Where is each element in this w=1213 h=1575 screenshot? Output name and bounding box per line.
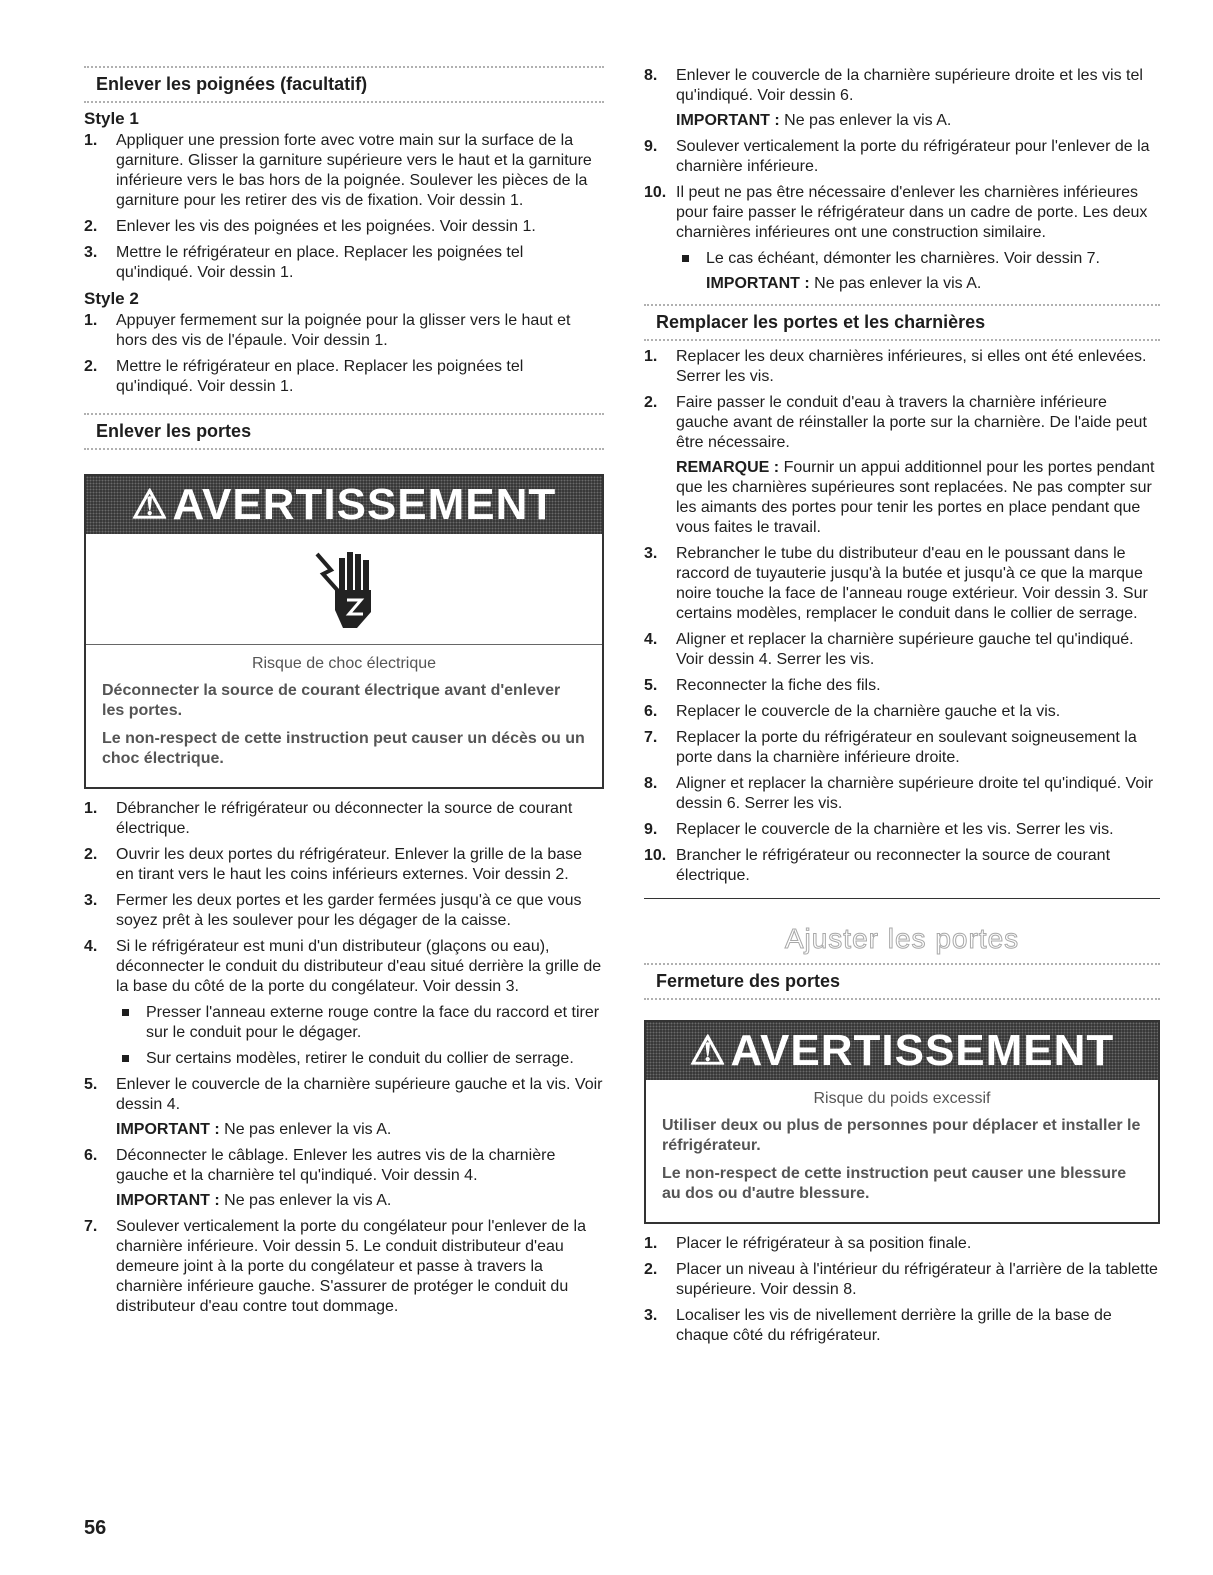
step-text: Placer le réfrigérateur à sa position finale.	[676, 1235, 972, 1252]
step-text: Soulever verticalement la porte du réfrigérateur pour l'enlever de la charnière inférieure.	[676, 138, 1150, 175]
shock-icon-row	[86, 534, 602, 645]
warning-line: Le non-respect de cette instruction peut causer un décès ou un choc électrique.	[102, 730, 585, 767]
step-text: Aligner et replacer la charnière supérieure droite tel qu'indiqué. Voir dessin 6. Serrer les vis.	[676, 775, 1154, 812]
adjust-doors-title: Ajuster les portes	[784, 923, 1020, 954]
list-item	[84, 937, 604, 1069]
step-text: Replacer le couvercle de la charnière et les vis. Serrer les vis.	[676, 821, 1114, 838]
important-label: IMPORTANT :	[676, 112, 780, 129]
warning-triangle-icon: ⚠	[131, 483, 169, 527]
step-number: 10.	[644, 847, 667, 864]
remarque-note	[676, 458, 1160, 538]
bullet-item: Presser l'anneau externe rouge contre la face du raccord et tirer sur le conduit pour le dégager.	[116, 1003, 604, 1043]
list-item	[84, 1217, 604, 1317]
step-text: Rebrancher le tube du distributeur d'eau en le poussant dans le raccord de tuyauterie jusqu'à la butée et jusqu'à ce que la marque noire touche la face de l'anneau rouge extérieur. Voir dessin 3. Sur certains modèles, remplacer le conduit dans le collier de serrage.	[676, 545, 1148, 622]
bullet-item: Sur certains modèles, retirer le conduit du collier de serrage.	[116, 1049, 604, 1069]
section-heading-text: Fermeture des portes	[656, 971, 841, 991]
step-text: Il peut ne pas être nécessaire d'enlever les charnières inférieures pour faire passer le réfrigérateur dans un cadre de porte. Les deux charnières inférieures ont une construction similaire.	[676, 184, 1148, 241]
step-text: Mettre le réfrigérateur en place. Replacer les poignées tel qu'indiqué. Voir dessin 1.	[116, 358, 524, 395]
list-item	[644, 137, 1160, 177]
step-number: 3.	[644, 1307, 658, 1324]
step-number: 2.	[644, 1261, 658, 1278]
step-text: Appuyer fermement sur la poignée pour la glisser vers le haut et hors des vis de l'épaule. Voir dessin 1.	[116, 312, 571, 349]
list-item	[644, 676, 1160, 696]
section-heading-closing	[644, 963, 1160, 1000]
step-text: Déconnecter le câblage. Enlever les autres vis de la charnière gauche et la charnière tel qu'indiqué. Voir dessin 4.	[116, 1147, 556, 1184]
closing-steps	[644, 1234, 1160, 1346]
warning-line: Déconnecter la source de courant électrique avant d'enlever les portes.	[102, 682, 561, 719]
important-note	[116, 1191, 604, 1211]
step-number: 6.	[644, 703, 658, 720]
section-heading-replace	[644, 304, 1160, 341]
step-text: Placer un niveau à l'intérieur du réfrigérateur à l'arrière de la tablette supérieure. Voir dessin 8.	[676, 1261, 1158, 1298]
step-number: 5.	[644, 677, 658, 694]
step-text: Enlever les vis des poignées et les poignées. Voir dessin 1.	[116, 218, 536, 235]
section-heading-handles	[84, 66, 604, 103]
step-number: 3.	[84, 244, 98, 261]
list-item	[644, 1260, 1160, 1300]
step-text: Débrancher le réfrigérateur ou déconnecter la source de courant électrique.	[116, 800, 573, 837]
section-heading-doors	[84, 413, 604, 450]
warning-banner	[646, 1022, 1158, 1080]
left-column	[84, 66, 604, 1323]
warning-banner-text: AVERTISSEMENT	[730, 1026, 1115, 1075]
remarque-text: Fournir un appui additionnel pour les portes pendant que les charnières supérieures sont replacées. Ne pas compter sur les aimants des portes pour tenir les portes en place pendant que vous faites le travail.	[676, 459, 1155, 536]
step-number: 6.	[84, 1147, 98, 1164]
important-text: Ne pas enlever la vis A.	[224, 1121, 392, 1138]
step-text: Faire passer le conduit d'eau à travers la charnière inférieure gauche avant de réinstaller la porte sur la charnière. De l'aide peut être nécessaire.	[676, 394, 1147, 451]
step-text: Si le réfrigérateur est muni d'un distributeur (glaçons ou eau), déconnecter le conduit du distributeur d'eau situé derrière la grille de la base du côté de la porte du congélateur. Voir dessin 3.	[116, 938, 602, 995]
list-item	[84, 357, 604, 397]
warning-banner-text: AVERTISSEMENT	[172, 480, 557, 529]
step-text: Replacer les deux charnières inférieures, si elles ont été enlevées. Serrer les vis.	[676, 348, 1147, 385]
list-item	[644, 820, 1160, 840]
step-number: 1.	[84, 132, 98, 149]
divider	[644, 898, 1160, 899]
list-item	[644, 774, 1160, 814]
electric-shock-hand-icon	[309, 544, 379, 634]
step-text: Replacer la porte du réfrigérateur en soulevant soigneusement la porte dans la charnière inférieure droite.	[676, 729, 1137, 766]
bullet-item: Le cas échéant, démonter les charnières. Voir dessin 7.	[676, 249, 1160, 269]
important-label: IMPORTANT :	[706, 275, 810, 292]
warning-triangle-icon: ⚠	[689, 1029, 727, 1073]
important-label: IMPORTANT :	[116, 1192, 220, 1209]
step-number: 1.	[84, 312, 98, 329]
warning-body	[86, 645, 602, 787]
important-note	[676, 111, 1160, 131]
step-number: 2.	[84, 358, 98, 375]
step-number: 4.	[644, 631, 658, 648]
list-item	[644, 846, 1160, 886]
important-note	[676, 274, 1160, 294]
section-heading-text: Enlever les portes	[96, 421, 252, 441]
step-number: 1.	[644, 348, 658, 365]
important-note	[116, 1120, 604, 1140]
step-number: 10.	[644, 184, 667, 201]
list-item	[644, 728, 1160, 768]
list-item	[644, 630, 1160, 670]
step-number: 7.	[644, 729, 658, 746]
list-item	[644, 66, 1160, 131]
warning-line: Le non-respect de cette instruction peut causer une blessure au dos ou d'autre blessure.	[662, 1165, 1127, 1202]
list-item	[84, 217, 604, 237]
step-number: 8.	[644, 67, 658, 84]
step-text: Soulever verticalement la porte du congélateur pour l'enlever de la charnière inférieure. Voir dessin 5. Le conduit distributeur d'eau demeure joint à la porte du congélateur et passe à travers la charnière inférieure gauche. S'assurer de protéger le conduit du distributeur d'eau contre tout dommage.	[116, 1218, 586, 1315]
list-item	[644, 702, 1160, 722]
step-text: Appliquer une pression forte avec votre main sur la surface de la garniture. Glisser la garniture supérieure vers le haut et la garniture inférieure vers le bas hors de la poignée. Soulever les pièces de la garniture pour les retirer des vis de fixation. Voir dessin 1.	[116, 132, 592, 209]
step-number: 3.	[644, 545, 658, 562]
list-item	[84, 1146, 604, 1211]
style2-label: Style 2	[84, 289, 139, 308]
style2-steps	[84, 311, 604, 397]
list-item	[644, 347, 1160, 387]
list-item	[84, 243, 604, 283]
doors-steps	[84, 799, 604, 1317]
step-text: Ouvrir les deux portes du réfrigérateur. Enlever la grille de la base en tirant vers le haut les coins inférieurs externes. Voir dessin 2.	[116, 846, 583, 883]
warning-box-electric	[84, 474, 604, 789]
warning-line: Utiliser deux ou plus de personnes pour déplacer et installer le réfrigérateur.	[662, 1117, 1141, 1154]
step-number: 2.	[644, 394, 658, 411]
warning-title: Risque de choc électrique	[251, 655, 437, 672]
step-number: 2.	[84, 846, 98, 863]
warning-banner	[86, 476, 602, 534]
step-number: 4.	[84, 938, 98, 955]
page-number: 56	[84, 1517, 107, 1539]
step-text: Reconnecter la fiche des fils.	[676, 677, 881, 694]
step-number: 8.	[644, 775, 658, 792]
right-column	[644, 66, 1160, 1352]
step-number: 1.	[84, 800, 98, 817]
step-text: Fermer les deux portes et les garder fermées jusqu'à ce que vous soyez prêt à les soulever pour les dégager de la caisse.	[116, 892, 582, 929]
style1-label: Style 1	[84, 109, 139, 128]
list-item	[84, 799, 604, 839]
step-number: 5.	[84, 1076, 98, 1093]
section-heading-text: Remplacer les portes et les charnières	[656, 312, 986, 332]
important-text: Ne pas enlever la vis A.	[784, 112, 952, 129]
list-item	[644, 1306, 1160, 1346]
list-item	[84, 891, 604, 931]
step-text: Enlever le couvercle de la charnière supérieure gauche et la vis. Voir dessin 4.	[116, 1076, 603, 1113]
list-item	[84, 131, 604, 211]
list-item	[84, 311, 604, 351]
step-number: 7.	[84, 1218, 98, 1235]
list-item	[644, 183, 1160, 294]
warning-title: Risque du poids excessif	[813, 1090, 991, 1107]
warning-box-weight	[644, 1020, 1160, 1224]
section-heading-text: Enlever les poignées (facultatif)	[96, 74, 368, 94]
step-text: Mettre le réfrigérateur en place. Replacer les poignées tel qu'indiqué. Voir dessin 1.	[116, 244, 524, 281]
step-text: Enlever le couvercle de la charnière supérieure droite et les vis tel qu'indiqué. Voir dessin 6.	[676, 67, 1143, 104]
doors-steps-continued	[644, 66, 1160, 294]
step-text: Aligner et replacer la charnière supérieure gauche tel qu'indiqué. Voir dessin 4. Serrer les vis.	[676, 631, 1134, 668]
style1-steps	[84, 131, 604, 283]
list-item	[644, 544, 1160, 624]
step-number: 1.	[644, 1235, 658, 1252]
list-item	[644, 1234, 1160, 1254]
step-text: Localiser les vis de nivellement derrière la grille de la base de chaque côté du réfrigérateur.	[676, 1307, 1112, 1344]
important-text: Ne pas enlever la vis A.	[814, 275, 982, 292]
list-item	[84, 845, 604, 885]
replace-steps	[644, 347, 1160, 886]
step-text: Replacer le couvercle de la charnière gauche et la vis.	[676, 703, 1061, 720]
important-text: Ne pas enlever la vis A.	[224, 1192, 392, 1209]
step-text: Brancher le réfrigérateur ou reconnecter la source de courant électrique.	[676, 847, 1111, 884]
list-item	[644, 393, 1160, 538]
step-number: 2.	[84, 218, 98, 235]
warning-body	[646, 1080, 1158, 1222]
list-item	[84, 1075, 604, 1140]
step-number: 9.	[644, 821, 658, 838]
remarque-label: REMARQUE :	[676, 459, 780, 476]
step-number: 9.	[644, 138, 658, 155]
step-number: 3.	[84, 892, 98, 909]
important-label: IMPORTANT :	[116, 1121, 220, 1138]
